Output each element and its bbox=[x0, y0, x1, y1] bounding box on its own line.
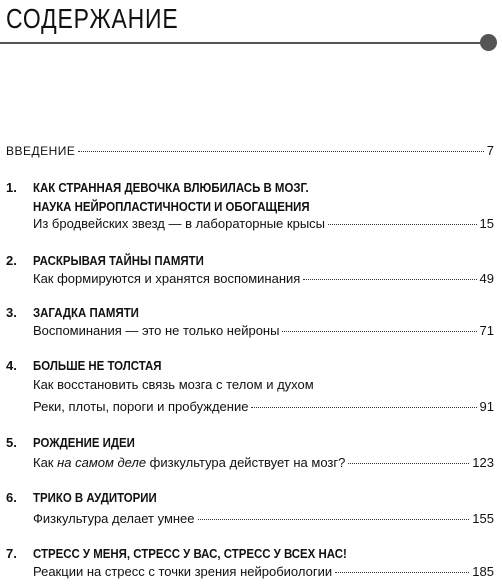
toc-subentry bbox=[0, 399, 494, 419]
chapter-number: 3. bbox=[6, 305, 17, 320]
toc-chapter-1[interactable] bbox=[0, 180, 494, 200]
chapter-number: 2. bbox=[6, 253, 17, 268]
chapter-number: 1. bbox=[6, 180, 17, 195]
toc-chapter-2[interactable] bbox=[0, 253, 494, 273]
toc-chapter-6[interactable] bbox=[0, 490, 494, 510]
chapter-title: РАСКРЫВАЯ ТАЙНЫ ПАМЯТИ bbox=[33, 253, 204, 268]
chapter-number: 5. bbox=[6, 435, 17, 450]
chapter-number: 4. bbox=[6, 358, 17, 373]
page-number: 123 bbox=[472, 455, 494, 470]
page-number: 185 bbox=[472, 564, 494, 579]
toc-chapter-3[interactable] bbox=[0, 305, 494, 325]
subentry-text: Реки, плоты, пороги и пробуждение bbox=[33, 399, 249, 414]
subentry-text: Как восстановить связь мозга с телом и духом bbox=[33, 377, 314, 392]
toc-chapter-7[interactable] bbox=[0, 546, 494, 566]
dot-leader bbox=[328, 224, 477, 225]
page-number: 15 bbox=[479, 216, 494, 231]
chapter-title: ТРИКО В АУДИТОРИИ bbox=[33, 490, 157, 505]
dot-leader bbox=[78, 151, 483, 152]
toc-subentry bbox=[0, 511, 494, 531]
chapter-number: 7. bbox=[6, 546, 17, 561]
toc-entry-intro[interactable] bbox=[0, 143, 494, 163]
dot-leader bbox=[198, 519, 470, 520]
dot-leader bbox=[251, 407, 476, 408]
toc-subentry bbox=[0, 455, 494, 475]
chapter-title: ЗАГАДКА ПАМЯТИ bbox=[33, 305, 139, 320]
subentry-text: Из бродвейских звезд — в лабораторные крысы bbox=[33, 216, 326, 231]
page-title: СОДЕРЖАНИЕ bbox=[6, 3, 179, 34]
chapter-title: НАУКА НЕЙРОПЛАСТИЧНОСТИ И ОБОГАЩЕНИЯ bbox=[33, 199, 310, 214]
dot-leader bbox=[282, 331, 476, 332]
chapter-number: 6. bbox=[6, 490, 17, 505]
subentry-text: Реакции на стресс с точки зрения нейробиологии bbox=[33, 564, 333, 579]
dot-leader bbox=[335, 572, 469, 573]
chapter-title: БОЛЬШЕ НЕ ТОЛСТАЯ bbox=[33, 358, 162, 373]
toc-chapter-4[interactable] bbox=[0, 358, 494, 378]
page-number: 155 bbox=[472, 511, 494, 526]
toc-entry-label: ВВЕДЕНИЕ bbox=[6, 144, 76, 158]
toc-subentry bbox=[0, 377, 494, 397]
toc-subentry bbox=[0, 564, 494, 584]
subentry-text bbox=[33, 455, 345, 470]
subentry-text: Как формируются и хранятся воспоминания bbox=[33, 271, 301, 286]
subentry-text-pre: Как bbox=[33, 455, 58, 470]
page-number: 49 bbox=[479, 271, 494, 286]
chapter-title: СТРЕСС У МЕНЯ, СТРЕСС У ВАС, СТРЕСС У ВСЕХ НАС! bbox=[33, 546, 347, 561]
subentry-text-post: физкультура действует на мозг? bbox=[146, 455, 346, 470]
page-number: 91 bbox=[479, 399, 494, 414]
toc-subentry bbox=[0, 271, 494, 291]
toc-subentry bbox=[0, 323, 494, 343]
title-rule bbox=[0, 42, 488, 44]
rule-end-dot bbox=[480, 34, 497, 51]
page-number: 71 bbox=[479, 323, 494, 338]
dot-leader bbox=[348, 463, 469, 464]
chapter-title: КАК СТРАННАЯ ДЕВОЧКА ВЛЮБИЛАСЬ В МОЗГ. bbox=[33, 180, 309, 195]
chapter-title: РОЖДЕНИЕ ИДЕИ bbox=[33, 435, 135, 450]
dot-leader bbox=[303, 279, 476, 280]
subentry-text: Физкультура делает умнее bbox=[33, 511, 195, 526]
subentry-text: Воспоминания — это не только нейроны bbox=[33, 323, 280, 338]
toc-chapter-5[interactable] bbox=[0, 435, 494, 455]
subentry-text-emphasis: на самом деле bbox=[57, 455, 147, 470]
toc-subentry bbox=[0, 216, 494, 236]
page-number: 7 bbox=[486, 143, 494, 158]
